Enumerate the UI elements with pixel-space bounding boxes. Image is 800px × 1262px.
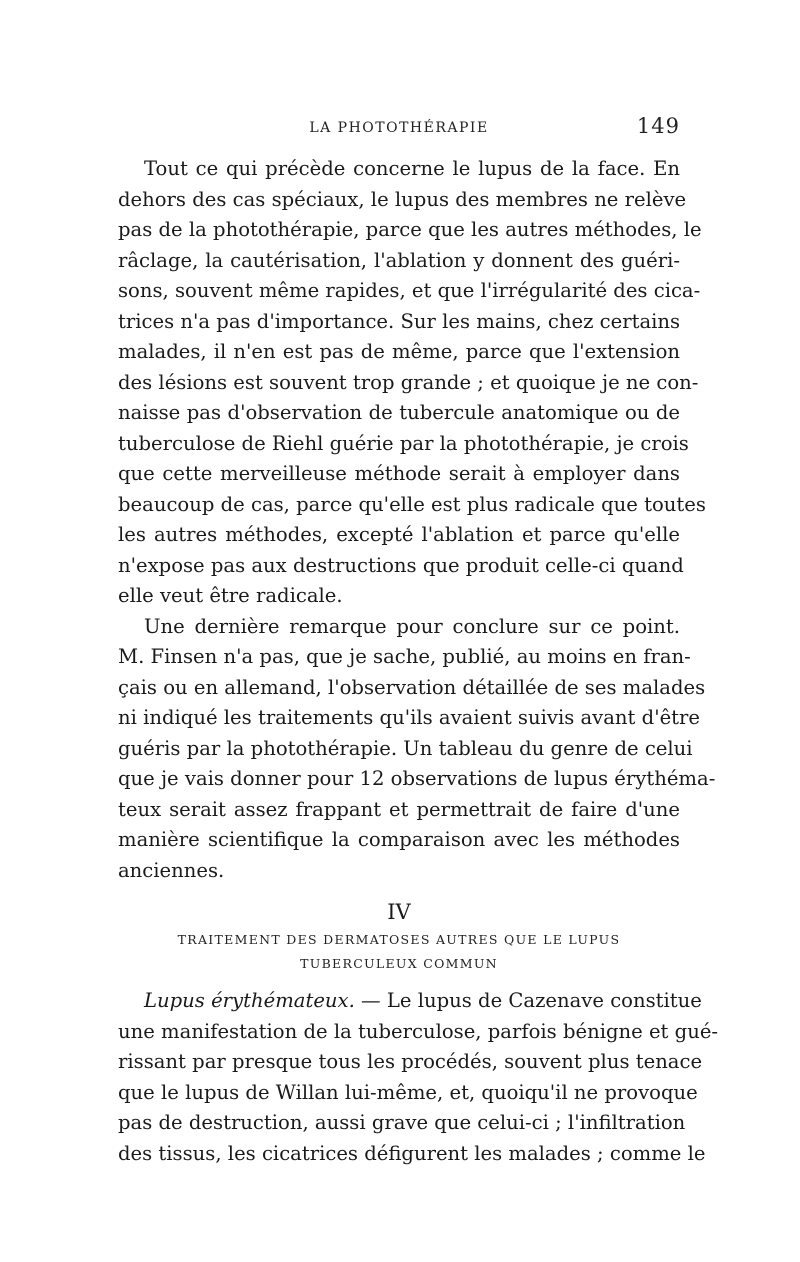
first-line-rest: — Le lupus de Cazenave constitue: [354, 989, 702, 1012]
paragraph-3: [118, 986, 719, 1169]
text-line: des lésions est souvent trop grande ; et quoique je ne con-: [118, 370, 699, 394]
section-title-line-2: TUBERCULEUX COMMUN: [300, 956, 498, 971]
running-head: LA PHOTOTHÉRAPIE: [309, 120, 489, 136]
text-line: anciennes.: [118, 858, 225, 882]
text-line: que cette merveilleuse méthode serait à employer dans: [118, 462, 680, 485]
section-number: IV: [387, 900, 411, 924]
text-line: ni indiqué les traitements qu'ils avaient suivis avant d'être: [118, 706, 701, 729]
text-line: les autres méthodes, excepté l'ablation et parce qu'elle: [118, 523, 680, 546]
paragraph-2: [118, 612, 716, 887]
section-heading: [118, 896, 680, 976]
text-line: que le lupus de Willan lui-même, et, quoiqu'il ne provoque: [118, 1080, 698, 1104]
text-line: que je vais donner pour 12 observations de lupus érythéma-: [118, 767, 716, 790]
text-line: teux serait assez frappant et permettrait de faire d'une: [118, 797, 680, 821]
paragraph-1: [118, 154, 706, 612]
text-line: guéris par la photothérapie. Un tableau du genre de celui: [118, 736, 693, 760]
italic-lead: Lupus érythémateux.: [144, 989, 355, 1012]
section-title-line-1: TRAITEMENT DES DERMATOSES AUTRES QUE LE LUPUS: [177, 932, 621, 947]
text-line: rissant par presque tous les procédés, souvent plus tenace: [118, 1050, 703, 1073]
text-line: pas de destruction, aussi grave que celui-ci ; l'infiltration: [118, 1111, 686, 1134]
text-line: râclage, la cautérisation, l'ablation y donnent des guéri-: [118, 248, 680, 272]
page-number: 149: [636, 114, 680, 138]
text-line: des tissus, les cicatrices défigurent les malades ; comme le: [118, 1141, 706, 1165]
page-header: [118, 114, 680, 144]
text-line: une manifestation de la tuberculose, parfois bénigne et gué-: [118, 1019, 719, 1043]
text-line: manière scientifique la comparaison avec les méthodes: [118, 828, 680, 851]
text-line: tuberculose de Riehl guérie par la photothérapie, je crois: [118, 431, 689, 455]
text-line: n'expose pas aux destructions que produit celle-ci quand: [118, 553, 684, 577]
text-line: dehors des cas spéciaux, le lupus des membres ne relève: [118, 187, 687, 211]
page-body: [118, 154, 719, 1169]
text-line: sons, souvent même rapides, et que l'irrégularité des cica-: [118, 279, 701, 302]
text-line: malades, il n'en est pas de même, parce que l'extension: [118, 340, 680, 363]
text-line: Une dernière remarque pour conclure sur ce point.: [144, 614, 680, 638]
text-line: M. Finsen n'a pas, que je sache, publié, au moins en fran-: [118, 645, 691, 668]
text-line: elle veut être radicale.: [118, 584, 343, 607]
text-line: [118, 986, 702, 1017]
text-line: Tout ce qui précède concerne le lupus de la face. En: [144, 157, 680, 180]
text-line: trices n'a pas d'importance. Sur les mains, chez certains: [118, 309, 681, 333]
text-line: beaucoup de cas, parce qu'elle est plus radicale que toutes: [118, 492, 706, 516]
text-line: naisse pas d'observation de tubercule anatomique ou de: [118, 401, 680, 424]
text-line: pas de la photothérapie, parce que les autres méthodes, le: [118, 218, 702, 241]
text-line: çais ou en allemand, l'observation détaillée de ses malades: [118, 675, 706, 699]
